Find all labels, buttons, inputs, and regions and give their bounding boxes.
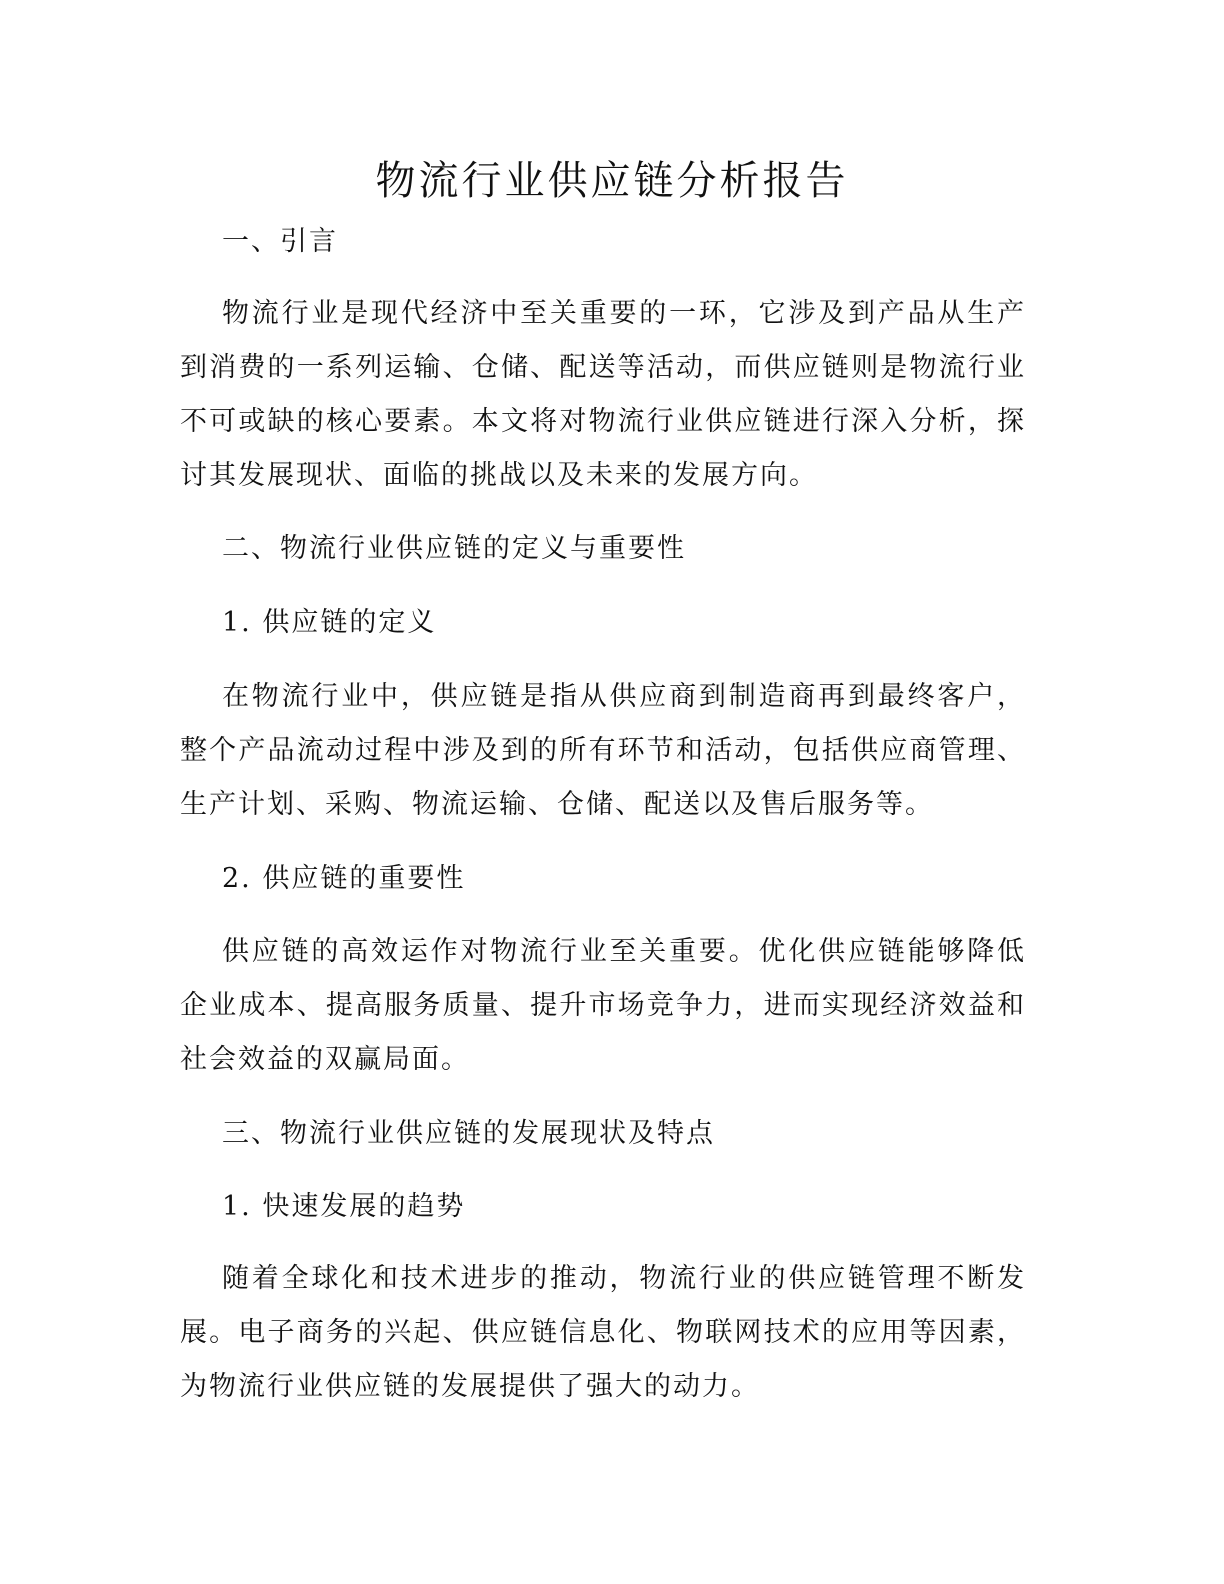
section-heading-definition-importance: 二、物流行业供应链的定义与重要性: [222, 533, 686, 564]
paragraph-definition: 在物流行业中，供应链是指从供应商到制造商再到最终客户，整个产品流动过程中涉及到的所有环节和活动，包括供应商管理、生产计划、采购、物流运输、仓储、配送以及售后服务等。: [180, 681, 1026, 820]
section-heading-status-features: 三、物流行业供应链的发展现状及特点: [222, 1118, 715, 1149]
paragraph-introduction: 物流行业是现代经济中至关重要的一环，它涉及到产品从生产到消费的一系列运输、仓储、配送等活动，而供应链则是物流行业不可或缺的核心要素。本文将对物流行业供应链进行深入分析，探讨其发展现状、面临的挑战以及未来的发展方向。: [180, 298, 1026, 491]
subheading-importance: 2. 供应链的重要性: [222, 863, 466, 894]
subheading-definition: 1. 供应链的定义: [222, 607, 437, 638]
subheading-rapid-development: 1. 快速发展的趋势: [222, 1191, 466, 1222]
paragraph-rapid-development: 随着全球化和技术进步的推动，物流行业的供应链管理不断发展。电子商务的兴起、供应链信息化、物联网技术的应用等因素，为物流行业供应链的发展提供了强大的动力。: [180, 1263, 1026, 1402]
section-heading-introduction: 一、引言: [222, 226, 338, 257]
document-title: 物流行业供应链分析报告: [375, 157, 849, 204]
paragraph-importance: 供应链的高效运作对物流行业至关重要。优化供应链能够降低企业成本、提高服务质量、提升市场竞争力，进而实现经济效益和社会效益的双赢局面。: [180, 936, 1026, 1075]
